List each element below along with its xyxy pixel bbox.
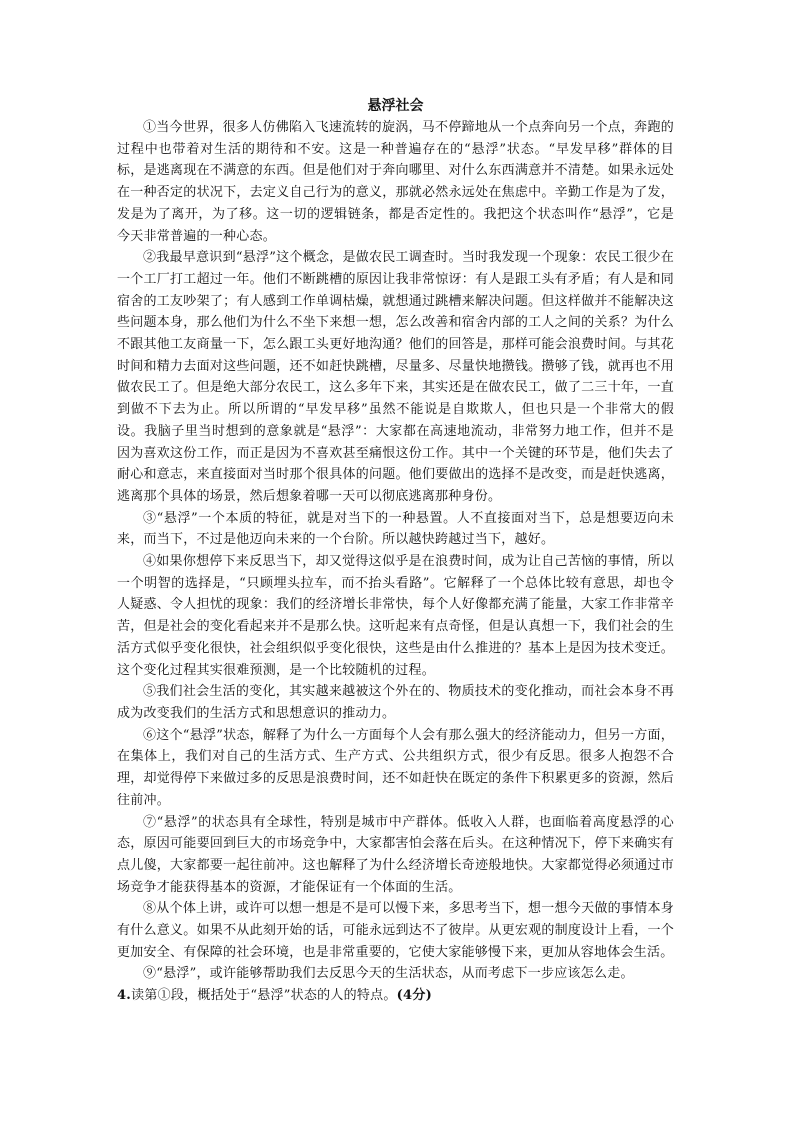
paragraph-7: ⑦“悬浮”的状态具有全球性，特别是城市中产群体。低收入人群，也面临着高度悬浮的心态，原因可能要回到巨大的市场竞争中，大家都害怕会落在后头。在这种情况下，停下来确实有点儿傻，大家都要一起往前冲。这也解释了为什么经济增长奇迹般地快。大家都觉得必须通过市场竞争才能获得基本的资源，才能保证有一个体面的生活。 — [117, 814, 674, 895]
article-title: 悬浮社会 — [367, 98, 424, 114]
paragraph-8: ⑧从个体上讲，或许可以想一想是不是可以慢下来，多思考当下，想一想今天做的事情本身有什么意义。如果不从此刻开始的话，可能永远到达不了彼岸。从更宏观的制度设计上看，一个更加安全、有保障的社会环境，也是非常重要的，它使大家能够慢下来，更加从容地体会生活。 — [117, 901, 674, 960]
question-line — [117, 985, 674, 1007]
question-number: 4. — [117, 988, 132, 1004]
paragraph-3: ③“悬浮”一个本质的特征，就是对当下的一种悬置。人不直接面对当下，总是想要迈向未来，而当下，不过是他迈向未来的一个台阶。所以越快跨越过当下，越好。 — [117, 510, 674, 548]
paragraph-4: ④如果你想停下来反思当下，却又觉得这似乎是在浪费时间，成为让自己苦恼的事情，所以一个明智的选择是，“只顾埋头拉车，而不抬头看路”。它解释了一个总体比较有意思，却也令人疑惑、令人担忧的现象：我们的经济增长非常快，每个人好像都充满了能量，大家工作非常辛苦，但是社会的变化看起来并不是那么快。这听起来有点奇怪，但是认真想一下，我们社会的生活方式似乎变化很快，社会组织似乎变化很快，这些是由什么推进的？基本上是因为技术变迁。这个变化过程其实很难预测，是一个比较随机的过程。 — [117, 554, 674, 678]
question-text: 读第①段，概括处于“悬浮”状态的人的特点。 — [131, 988, 397, 1004]
paragraph-9: ⑨“悬浮”，或许能够帮助我们去反思今天的生活状态，从而考虑下一步应该怎么走。 — [143, 966, 634, 982]
paragraph-6: ⑥这个“悬浮”状态，解释了为什么一方面每个人会有那么强大的经济能动力，但另一方面，在集体上，我们对自己的生活方式、生产方式、公共组织方式，很少有反思。很多人抱怨不合理，却觉得停下来做过多的反思是浪费时间，还不如赶快在既定的条件下积累更多的资源，然后往前冲。 — [117, 727, 674, 808]
article-body — [117, 95, 674, 1007]
question-score: (4分) — [396, 988, 432, 1004]
paragraph-2: ②我最早意识到“悬浮”这个概念，是做农民工调查时。当时我发现一个现象：农民工很少在一个工厂打工超过一年。他们不断跳槽的原因让我非常惊讶：有人是跟工头有矛盾；有人是和同宿舍的工友吵架了；有人感到工作单调枯燥，就想通过跳槽来解决问题。但这样做并不能解决这些问题本身，那么他们为什么不坐下来想一想，怎么改善和宿舍内部的工人之间的关系？为什么不跟其他工友商量一下，怎么跟工头更好地沟通？他们的回答是，那样可能会浪费时间。与其花时间和精力去面对这些问题，还不如赶快跳槽，尽量多、尽量快地攒钱。攒够了钱，就再也不用做农民工了。但是绝大部分农民工，这么多年下来，其实还是在做农民工，做了二三十年，一直到做不下去为止。所以所谓的“早发早移”虽然不能说是自欺欺人，但也只是一个非常大的假设。我脑子里当时想到的意象就是“悬浮”：大家都在高速地流动，非常努力地工作，但并不是因为喜欢这份工作，而正是因为不喜欢甚至痛恨这份工作。其中一个关键的环节是，他们失去了耐心和意志，来直接面对当时那个很具体的问题。他们要做出的选择不是改变，而是赶快逃离，逃离那个具体的场景，然后想象着哪一天可以彻底逃离那种身份。 — [117, 250, 674, 504]
paragraph-5: ⑤我们社会生活的变化，其实越来越被这个外在的、物质技术的变化推动，而社会本身不再成为改变我们的生活方式和思想意识的推动力。 — [117, 684, 674, 721]
paragraph-1: ①当今世界，很多人仿佛陷入飞速流转的旋涡，马不停蹄地从一个点奔向另一个点，奔跑的过程中也带着对生活的期待和不安。这是一种普遍存在的“悬浮”状态。“早发早移”群体的目标，是逃离现在不满意的东西。但是他们对于奔向哪里、对什么东西满意并不清楚。如果永远处在一种否定的状况下，去定义自己行为的意义，那就必然永远处在焦虑中。辛勤工作是为了发，发是为了离开，为了移。这一切的逻辑链条，都是否定性的。我把这个状态叫作“悬浮”，它是今天非常普遍的一种心态。 — [117, 120, 674, 244]
